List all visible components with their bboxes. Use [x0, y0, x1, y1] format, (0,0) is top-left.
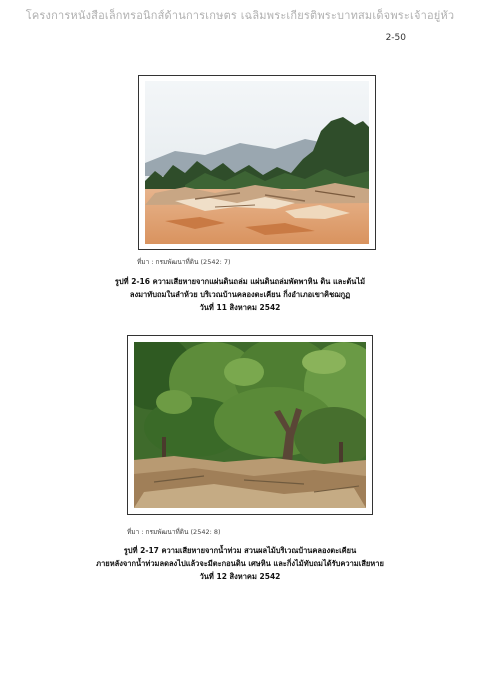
- figure-1-caption-line-3: วันที่ 11 สิงหาคม 2542: [199, 303, 281, 312]
- figure-1-caption-line-2: ลงมาทับถมในลำห้วย บริเวณบ้านคลองตะเคียน กิ่งอำเภอเขาคิชฌกูฏ: [129, 290, 351, 299]
- orchard-image: [134, 342, 366, 508]
- figure-1-source: ที่มา : กรมพัฒนาที่ดิน (2542: 7): [137, 258, 231, 266]
- figure-1-frame: [138, 75, 376, 250]
- landslide-photo: [145, 81, 369, 244]
- orchard-photo: [134, 342, 366, 508]
- figure-2-caption-line-1: รูปที่ 2-17 ความเสียหายจากน้ำท่วม สวนผลไม้บริเวณบ้านคลองตะเคียน: [123, 546, 357, 555]
- figure-2-caption-line-2: ภายหลังจากน้ำท่วมลดลงไปแล้วจะมีตะกอนดิน เศษหิน และกิ่งไม้ทับถมได้รับความเสียหาย: [96, 559, 384, 568]
- figure-2-source: ที่มา : กรมพัฒนาที่ดิน (2542: 8): [127, 528, 221, 536]
- figure-1-caption: [60, 275, 420, 314]
- figure-1-caption-line-1: รูปที่ 2-16 ความเสียหายจากแผ่นดินถล่ม แผ่นดินถล่มพัดพาหิน ดิน และต้นไม้: [114, 277, 366, 286]
- figure-2-frame: [127, 335, 373, 515]
- landslide-image: [145, 81, 369, 244]
- page-number: 2-50: [385, 33, 406, 43]
- document-header: โครงการหนังสือเล็กทรอนิกส์ด้านการเกษตร เฉลิมพระเกียรติพระบาทสมเด็จพระเจ้าอยู่หัว: [25, 9, 455, 22]
- figure-2-caption: [60, 544, 420, 583]
- figure-2-caption-line-3: วันที่ 12 สิงหาคม 2542: [199, 572, 281, 581]
